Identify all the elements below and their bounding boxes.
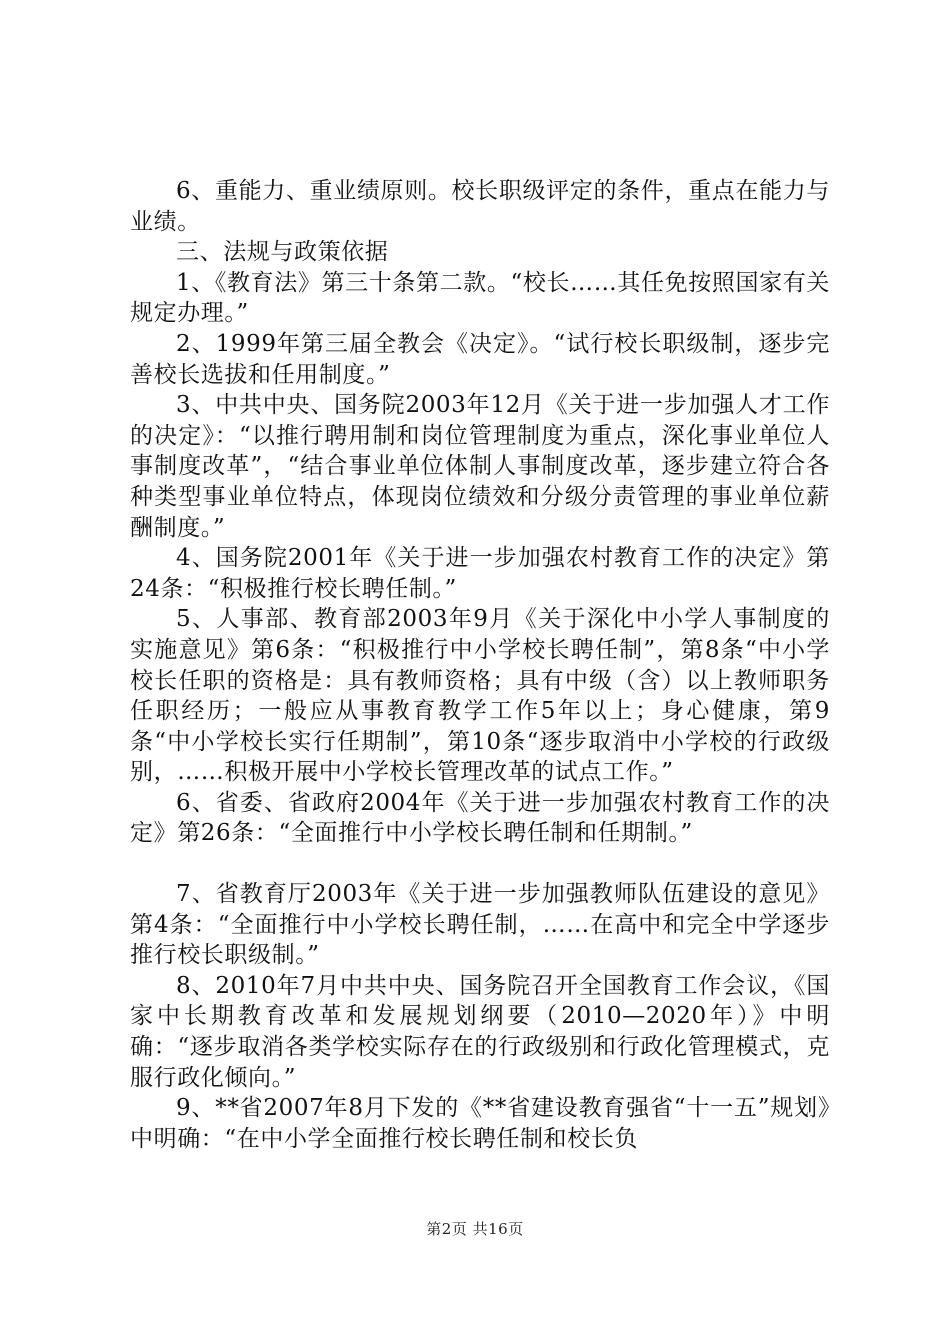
paragraph-basis-5: 5、人事部、教育部2003年9月《关于深化中小学人事制度的实施意见》第6条：“积极推行中小学校长聘任制”，第8条“中小学校长任职的资格是：具有教师资格；具有中级（含）以上教师职务任职经历；一般应从事教育教学工作5年以上；身心健康，第9条“中小学校长实行任期制”，第10条“逐步取消中小学校的行政级别，……积极开展中小学校长管理改革的试点工作。” xyxy=(130,606,830,786)
paragraph-basis-2: 2、1999年第三届全教会《决定》。“试行校长职级制，逐步完善校长选拔和任用制度。” xyxy=(130,330,830,388)
paragraph-basis-9: 9、**省2007年8月下发的《**省建设教育强省“十一五”规划》中明确：“在中小学全面推行校长聘任制和校长负 xyxy=(130,1095,830,1152)
page-number-footer: 第2页 共16页 xyxy=(426,1220,524,1238)
paragraph-basis-7: 7、省教育厅2003年《关于进一步加强教师队伍建设的意见》第4条：“全面推行中小学校长聘任制，……在高中和完全中学逐步推行校长职级制。” xyxy=(130,881,830,969)
paragraph-principle-6: 6、重能力、重业绩原则。校长职级评定的条件，重点在能力与业绩。 xyxy=(130,178,830,235)
paragraph-basis-1: 1、《教育法》第三十条第二款。“校长……其任免按照国家有关规定办理。” xyxy=(130,269,830,327)
paragraph-gap xyxy=(130,849,830,879)
document-body xyxy=(130,176,830,1154)
paragraph-basis-6: 6、省委、省政府2004年《关于进一步加强农村教育工作的决定》第26条：“全面推行中小学校长聘任制和任期制。” xyxy=(130,789,830,847)
paragraph-basis-8: 8、2010年7月中共中央、国务院召开全国教育工作会议，《国家中长期教育改革和发展规划纲要（2010—2020年）》中明确：“逐步取消各类学校实际存在的行政级别和行政化管理模式，克服行政化倾向。” xyxy=(130,972,830,1091)
section-heading-legal-basis: 三、法规与政策依据 xyxy=(176,239,389,266)
paragraph-basis-4: 4、国务院2001年《关于进一步加强农村教育工作的决定》第24条：“积极推行校长聘任制。” xyxy=(130,545,830,602)
paragraph-basis-3: 3、中共中央、国务院2003年12月《关于进一步加强人才工作的决定》：“以推行聘用制和岗位管理制度为重点，深化事业单位人事制度改革”，“结合事业单位体制人事制度改革，逐步建立符合各种类型事业单位特点，体现岗位绩效和分级分责管理的事业单位薪酬制度。” xyxy=(130,392,830,541)
